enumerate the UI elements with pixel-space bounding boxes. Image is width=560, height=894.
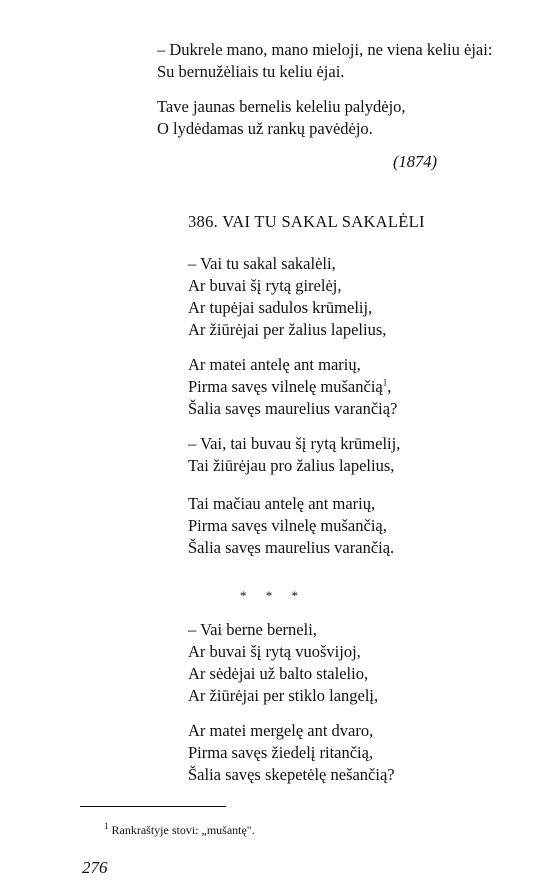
- poem-line: Ar tupėjai sadulos krūmelij,: [188, 298, 373, 317]
- poem-line: Pirma savęs vilnelę mušančią,: [188, 516, 387, 535]
- poem-line: Ar buvai šį rytą girelėj,: [188, 276, 342, 295]
- poem-line: – Vai, tai buvau šį rytą krūmelij,: [188, 434, 401, 453]
- poem-line: Su bernužėliais tu keliu ėjai.: [157, 62, 345, 81]
- poem-line: Ar sėdėjai už balto stalelio,: [188, 664, 369, 683]
- poem-line: Šalia savęs maurelius varančią?: [188, 399, 398, 418]
- poem-line: Tai žiūrėjau pro žalius lapelius,: [188, 456, 395, 475]
- poem-line: Pirma savęs žiedelį ritančią,: [188, 743, 374, 762]
- poem-line: Ar matei mergelę ant dvaro,: [188, 721, 374, 740]
- section-separator: * * *: [240, 588, 306, 603]
- poem-line: – Vai berne berneli,: [188, 620, 317, 639]
- poem-line: Ar buvai šį rytą vuošvijoj,: [188, 642, 361, 661]
- footnote-marker: 1: [104, 821, 109, 831]
- poem-date: (1874): [393, 152, 437, 171]
- poem-line: O lydėdamas už rankų pavėdėjo.: [157, 119, 373, 138]
- footnote: [104, 822, 255, 838]
- poem-line: Ar matei antelę ant marių,: [188, 355, 361, 374]
- poem-line: Tai mačiau antelę ant marių,: [188, 494, 376, 513]
- poem-line: Ar žiūrėjai per stiklo langelį,: [188, 686, 379, 705]
- poem-line: – Vai tu sakal sakalėli,: [188, 254, 336, 273]
- poem-line: Šalia savęs skepetėlę nešančią?: [188, 765, 395, 784]
- poem-line: Šalia savęs maurelius varančią.: [188, 538, 395, 557]
- poem-title: 386. VAI TU SAKAL SAKALĖLI: [188, 212, 425, 231]
- page-number: 276: [82, 858, 108, 877]
- poem-line: Tave jaunas bernelis keleliu palydėjo,: [157, 97, 406, 116]
- poem-line: Ar žiūrėjai per žalius lapelius,: [188, 320, 387, 339]
- footnote-text: Rankraštyje stovi: „mušantę".: [111, 823, 255, 837]
- footnote-rule: [80, 806, 226, 807]
- poem-line: – Dukrele mano, mano mieloji, ne viena keliu ėjai:: [157, 40, 493, 59]
- poem-line: Pirma savęs vilnelę mušančią$^1$,: [188, 377, 392, 396]
- footnote-marker: 1: [382, 377, 388, 388]
